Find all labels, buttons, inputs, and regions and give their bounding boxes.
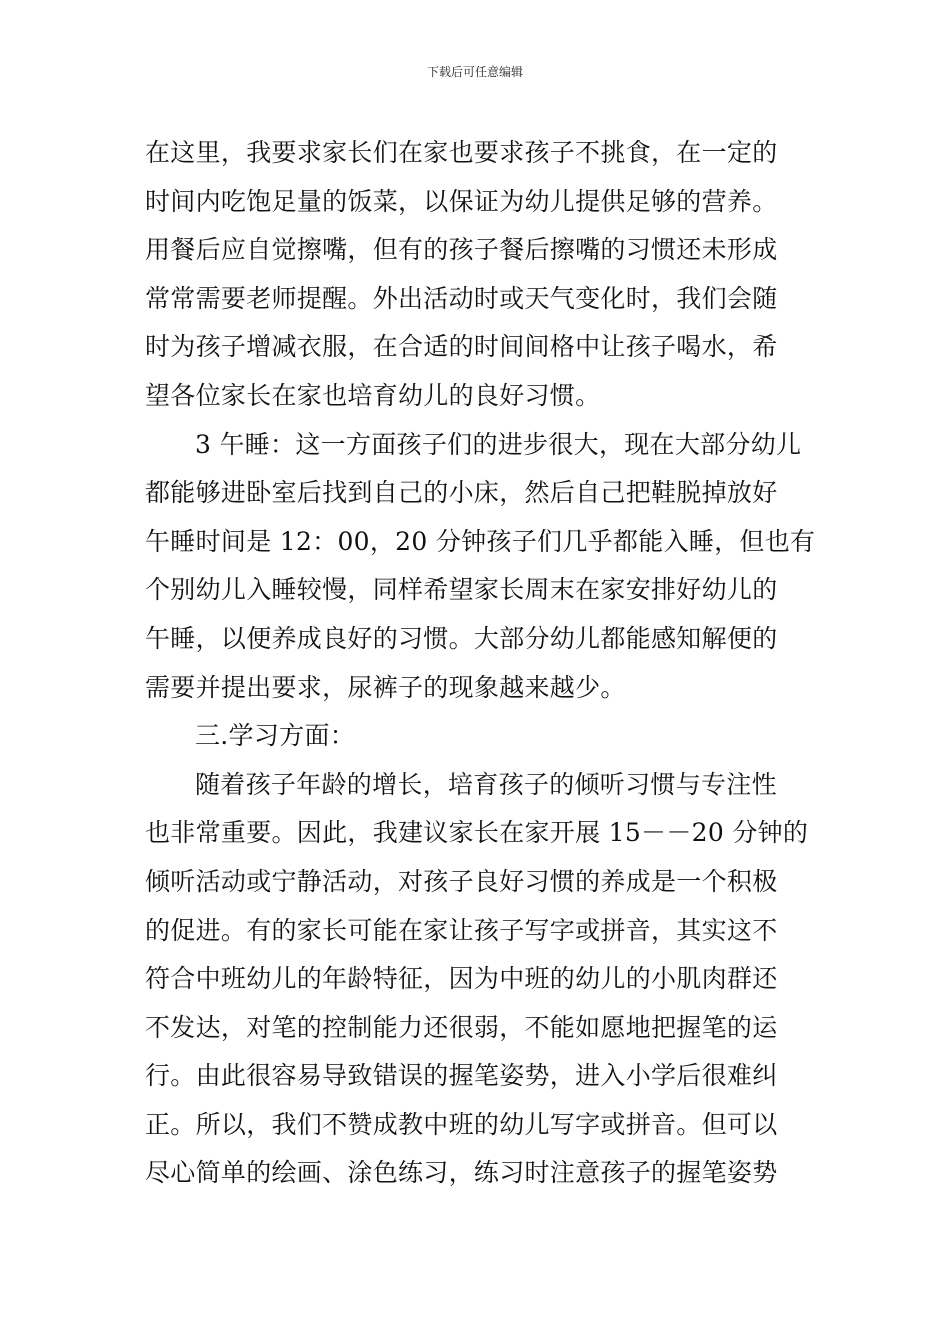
text-line: 个别幼儿入睡较慢，同样希望家长周末在家安排好幼儿的: [145, 575, 778, 605]
text-line: 行。由此很容易导致错误的握笔姿势，进入小学后很难纠: [145, 1061, 778, 1091]
text-line: 不发达，对笔的控制能力还很弱，不能如愿地把握笔的运: [145, 1012, 778, 1042]
text-line: 午睡，以便养成良好的习惯。大部分幼儿都能感知解便的: [145, 623, 778, 653]
body-text: [145, 129, 815, 1198]
text-line: 在这里，我要求家长们在家也要求孩子不挑食，在一定的: [145, 138, 778, 167]
text-line: 常常需要老师提醒。外出活动时或天气变化时，我们会随: [145, 283, 778, 313]
text-line: 需要并提出要求，尿裤子的现象越来越少。: [145, 672, 626, 702]
text-line: 符合中班幼儿的年龄特征，因为中班的幼儿的小肌肉群还: [145, 964, 778, 994]
text-line: 也非常重要。因此，我建议家长在家开展 15－－20 分钟的: [145, 818, 809, 848]
text-line: 正。所以，我们不赞成教中班的幼儿写字或拼音。但可以: [145, 1109, 778, 1139]
text-line: 的促进。有的家长可能在家让孩子写字或拼音，其实这不: [145, 915, 778, 945]
text-line: 时间内吃饱足量的饭菜，以保证为幼儿提供足够的营养。: [145, 186, 778, 216]
text-line: 随着孩子年龄的增长，培育孩子的倾听习惯与专注性: [195, 769, 777, 799]
page-header: 下载后可任意编辑: [426, 65, 523, 79]
text-line: 用餐后应自觉擦嘴，但有的孩子餐后擦嘴的习惯还未形成: [145, 235, 778, 265]
text-line: 望各位家长在家也培育幼儿的良好习惯。: [145, 380, 601, 410]
text-line: 尽心简单的绘画、涂色练习，练习时注意孩子的握笔姿势: [145, 1158, 778, 1188]
text-line: 时为孩子增减衣服，在合适的时间间格中让孩子喝水，希: [145, 332, 778, 362]
text-line-nap-heading: 3 午睡：这一方面孩子们的进步很大，现在大部分幼儿: [195, 429, 802, 459]
text-line: 倾听活动或宁静活动，对孩子良好习惯的养成是一个积极: [145, 866, 778, 896]
text-line: 都能够进卧室后找到自己的小床，然后自己把鞋脱掉放好: [145, 478, 778, 508]
text-line: 午睡时间是 12：00，20 分钟孩子们几乎都能入睡，但也有: [145, 526, 816, 556]
section-heading-study: 三.学习方面：: [195, 721, 356, 751]
